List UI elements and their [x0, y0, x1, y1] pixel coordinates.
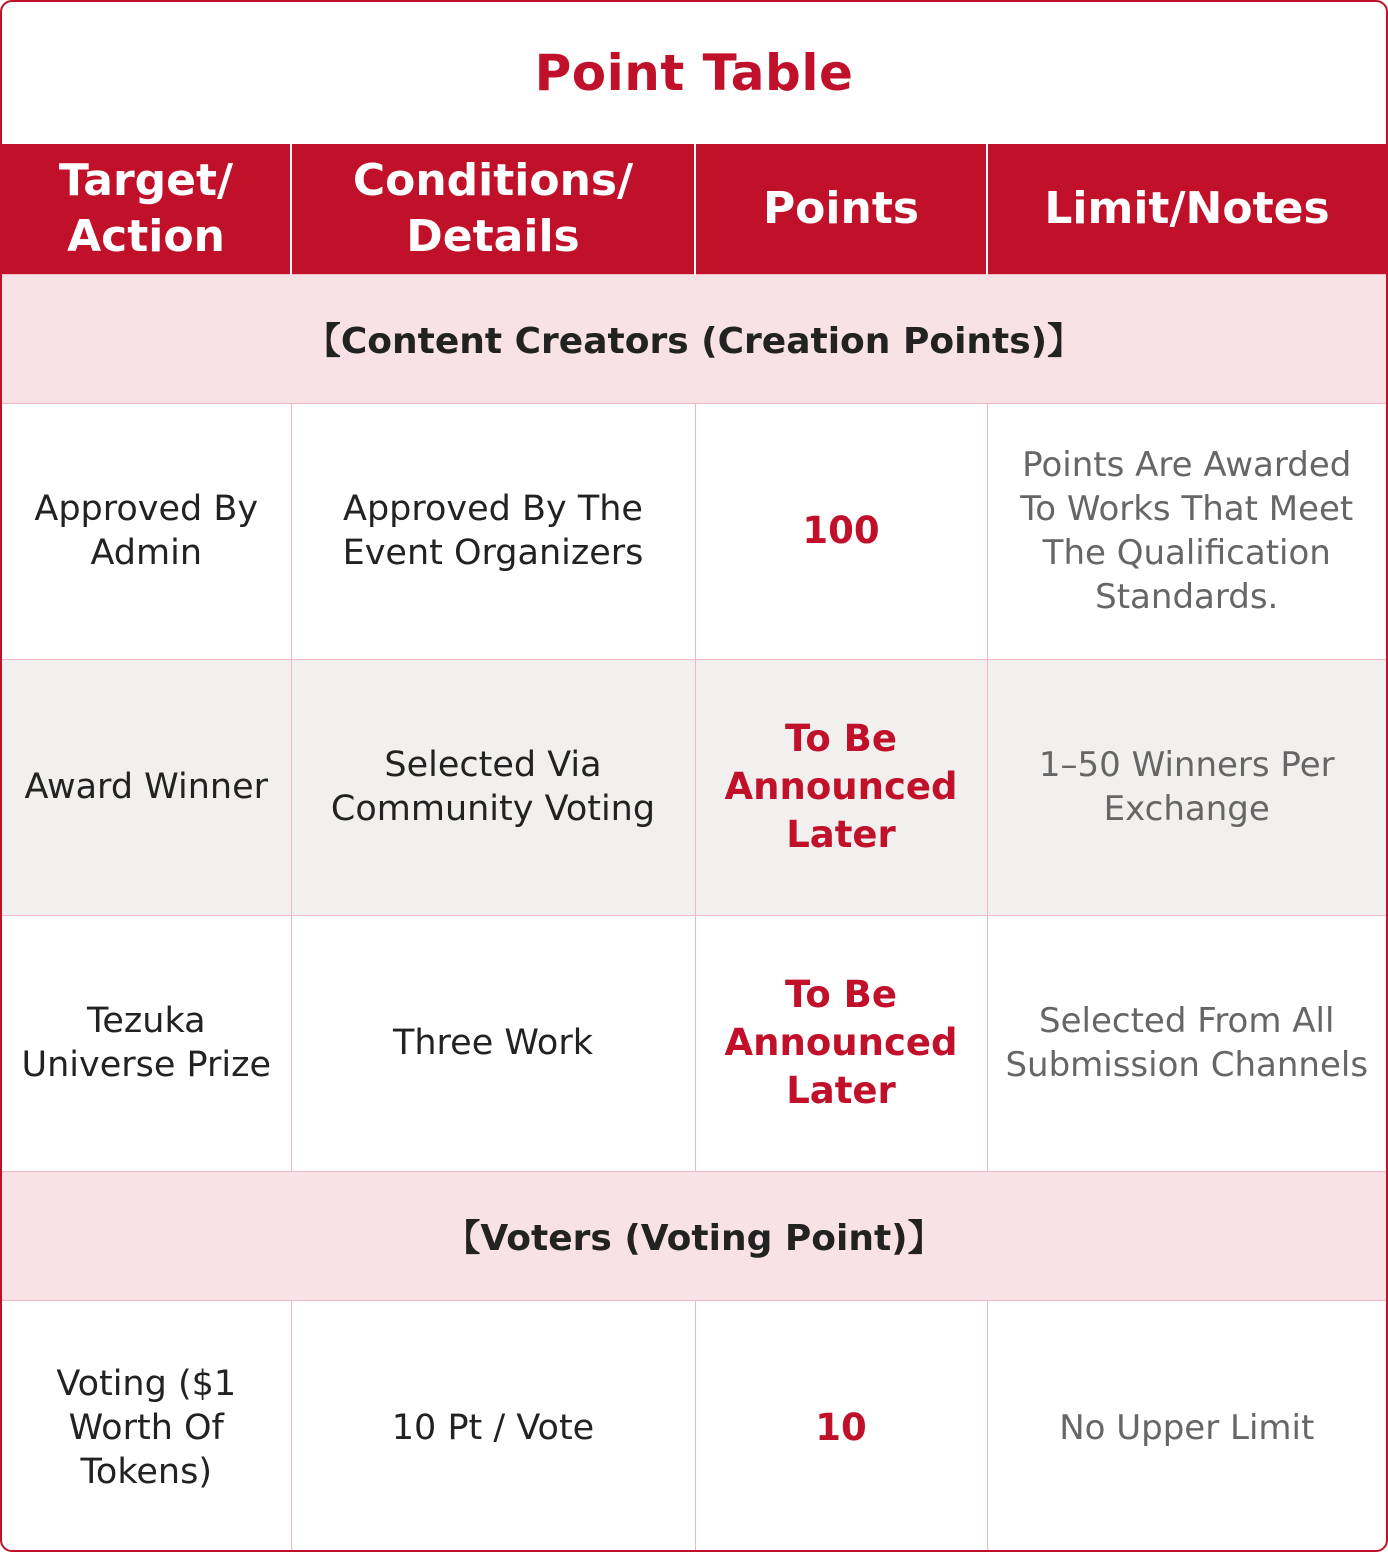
table-row: [2, 659, 1386, 915]
section-row-voters: [2, 1171, 1386, 1300]
cell-conditions: Selected Via Community Voting: [291, 659, 695, 915]
cell-target: Voting ($1 Worth Of Tokens): [2, 1300, 291, 1552]
cell-notes: 1–50 Winners Per Exchange: [987, 659, 1386, 915]
table-row: [2, 915, 1386, 1171]
section-row-creators: [2, 274, 1386, 403]
header-points: [695, 144, 987, 274]
page-title: Point Table: [534, 44, 854, 102]
cell-conditions: Three Work: [291, 915, 695, 1171]
cell-points: 100: [695, 403, 987, 659]
cell-points: To Be Announced Later: [695, 915, 987, 1171]
cell-target: Award Winner: [2, 659, 291, 915]
header-target-label: Target/ Action: [58, 154, 234, 262]
point-table: [2, 144, 1386, 1552]
header-target: [2, 144, 291, 274]
header-notes: [987, 144, 1386, 274]
table-row: [2, 403, 1386, 659]
header-notes-label: Limit/Notes: [1044, 182, 1330, 234]
cell-target: Tezuka Universe Prize: [2, 915, 291, 1171]
cell-conditions: Approved By The Event Organizers: [291, 403, 695, 659]
cell-points: To Be Announced Later: [695, 659, 987, 915]
table-row: [2, 1300, 1386, 1552]
section-label: 【Voters (Voting Point)】: [2, 1171, 1386, 1300]
cell-notes: Selected From All Submission Channels: [987, 915, 1386, 1171]
header-conditions: [291, 144, 695, 274]
section-label: 【Content Creators (Creation Points)】: [2, 274, 1386, 403]
header-conditions-label: Conditions/ Details: [352, 154, 634, 262]
header-points-label: Points: [762, 182, 920, 234]
cell-points: 10: [695, 1300, 987, 1552]
cell-target: Approved By Admin: [2, 403, 291, 659]
cell-conditions: 10 Pt / Vote: [291, 1300, 695, 1552]
header-row: [2, 144, 1386, 274]
cell-notes: Points Are Awarded To Works That Meet The Qualification Standards.: [987, 403, 1386, 659]
cell-notes: No Upper Limit: [987, 1300, 1386, 1552]
